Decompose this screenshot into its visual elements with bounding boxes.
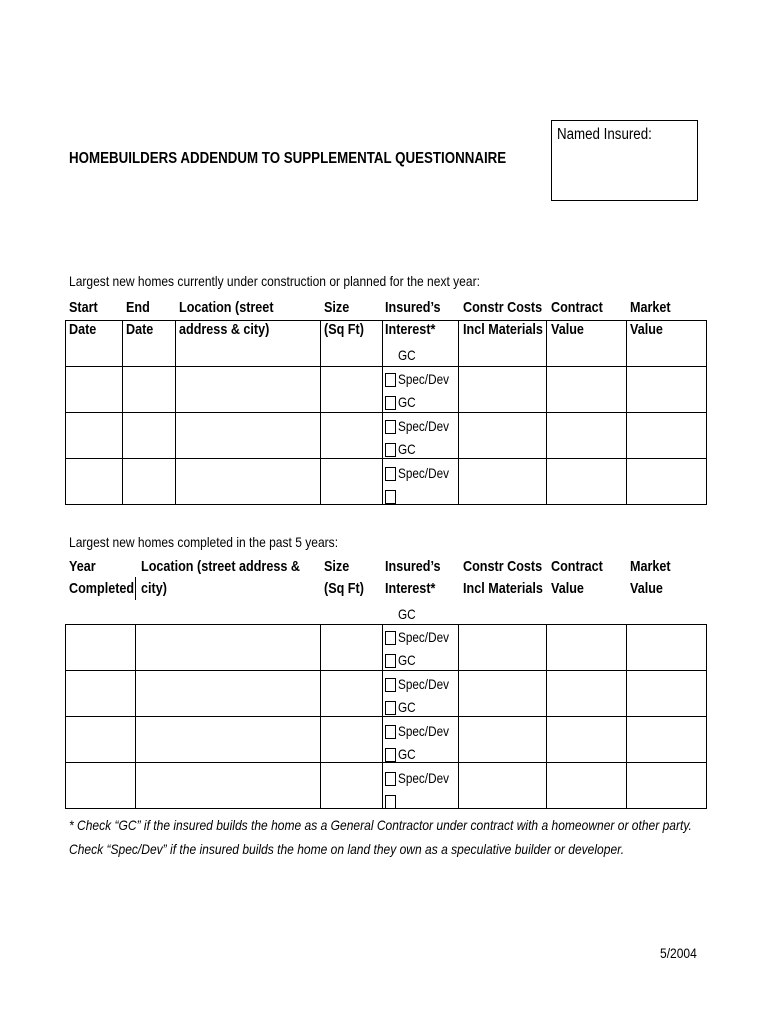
table-cell[interactable] (547, 671, 627, 717)
table-cell[interactable] (627, 717, 707, 763)
s2-header-year-completed: Year Completed (69, 558, 135, 597)
s1-option-spec-dev: Spec/Dev (398, 371, 449, 387)
table-cell[interactable] (123, 321, 176, 367)
s2-header-constr-costs: Constr Costs Incl Materials (463, 558, 543, 597)
table-cell[interactable] (66, 625, 136, 671)
named-insured-field[interactable] (551, 120, 698, 201)
table-cell[interactable] (66, 671, 136, 717)
checkbox[interactable] (385, 373, 396, 387)
s2-option-gc: GC (398, 699, 416, 715)
table-cell[interactable] (547, 367, 627, 413)
table-cell[interactable] (459, 763, 547, 809)
table-cell[interactable] (459, 671, 547, 717)
table-cell[interactable] (66, 321, 123, 367)
table-cell[interactable] (459, 367, 547, 413)
checkbox[interactable] (385, 701, 396, 715)
checkbox[interactable] (385, 795, 396, 809)
s2-option-gc: GC (398, 606, 416, 622)
table-cell[interactable] (459, 321, 547, 367)
s1-option-gc: GC (398, 347, 416, 363)
s1-header-insured-interest: Insured’s Interest* (385, 299, 441, 338)
table-cell[interactable] (321, 717, 383, 763)
section2-caption: Largest new homes completed in the past 5 years: (69, 534, 339, 550)
table-cell[interactable] (136, 671, 321, 717)
s2-option-spec-dev: Spec/Dev (398, 723, 449, 739)
s1-header-end-date: End Date (126, 299, 154, 338)
table-cell[interactable] (383, 321, 459, 367)
named-insured-label: Named Insured: (557, 126, 652, 143)
table-cell[interactable] (136, 763, 321, 809)
table-cell[interactable] (321, 367, 383, 413)
table-cell[interactable] (123, 367, 176, 413)
table-cell[interactable] (627, 459, 707, 505)
s2-option-gc: GC (398, 652, 416, 668)
s2-option-spec-dev: Spec/Dev (398, 676, 449, 692)
table-cell[interactable] (66, 717, 136, 763)
table-cell[interactable] (176, 413, 321, 459)
table-cell[interactable] (627, 671, 707, 717)
table-cell[interactable] (66, 459, 123, 505)
table-cell[interactable] (321, 459, 383, 505)
s1-option-spec-dev: Spec/Dev (398, 465, 449, 481)
table-cell[interactable] (627, 625, 707, 671)
page-title: HOMEBUILDERS ADDENDUM TO SUPPLEMENTAL QUESTIONNAIRE (69, 150, 507, 167)
table-cell[interactable] (547, 763, 627, 809)
table-cell[interactable] (547, 459, 627, 505)
table-cell[interactable] (321, 625, 383, 671)
table-cell[interactable] (547, 321, 627, 367)
table-cell[interactable] (66, 413, 123, 459)
table-cell[interactable] (136, 717, 321, 763)
s1-header-market-value: Market Value (630, 299, 671, 338)
s2-header-market-value: Market Value (630, 558, 671, 597)
s1-header-start-date: Start Date (69, 299, 98, 338)
s1-header-location: Location (street address & city) (179, 299, 274, 338)
table-cell[interactable] (627, 413, 707, 459)
checkbox[interactable] (385, 467, 396, 481)
s2-header-size: Size (Sq Ft) (324, 558, 364, 597)
table-cell[interactable] (321, 763, 383, 809)
table-cell[interactable] (176, 459, 321, 505)
table-cell[interactable] (321, 671, 383, 717)
s1-header-contract-value: Contract Value (551, 299, 603, 338)
s1-option-spec-dev: Spec/Dev (398, 418, 449, 434)
checkbox[interactable] (385, 772, 396, 786)
table-cell[interactable] (627, 763, 707, 809)
s1-header-size: Size (Sq Ft) (324, 299, 364, 338)
s2-option-spec-dev: Spec/Dev (398, 770, 449, 786)
table-cell[interactable] (547, 413, 627, 459)
table-cell[interactable] (459, 625, 547, 671)
s1-option-gc: GC (398, 394, 416, 410)
table-cell[interactable] (66, 367, 123, 413)
checkbox[interactable] (385, 678, 396, 692)
s1-option-gc: GC (398, 441, 416, 457)
table-cell[interactable] (627, 367, 707, 413)
checkbox[interactable] (385, 748, 396, 762)
checkbox[interactable] (385, 631, 396, 645)
table-cell[interactable] (321, 321, 383, 367)
table-cell[interactable] (123, 459, 176, 505)
table-cell[interactable] (176, 321, 321, 367)
checkbox[interactable] (385, 654, 396, 668)
s2-option-gc: GC (398, 746, 416, 762)
checkbox[interactable] (385, 490, 396, 504)
table-cell[interactable] (547, 717, 627, 763)
table-cell[interactable] (136, 625, 321, 671)
s2-header-insured-interest: Insured’s Interest* (385, 558, 441, 597)
table-cell[interactable] (176, 367, 321, 413)
checkbox[interactable] (385, 443, 396, 457)
table-cell[interactable] (459, 413, 547, 459)
checkbox[interactable] (385, 396, 396, 410)
footnote-line-2: Check “Spec/Dev” if the insured builds the home on land they own as a speculative builder or developer. (69, 841, 625, 857)
footnote-line-1: * Check “GC” if the insured builds the home as a General Contractor under contract with a homeowner or other party. (69, 817, 692, 833)
checkbox[interactable] (385, 420, 396, 434)
table-cell[interactable] (459, 459, 547, 505)
table-cell[interactable] (66, 763, 136, 809)
table-cell[interactable] (459, 717, 547, 763)
table-cell[interactable] (627, 321, 707, 367)
header-divider (135, 577, 136, 600)
checkbox[interactable] (385, 725, 396, 739)
section1-caption: Largest new homes currently under construction or planned for the next year: (69, 273, 480, 289)
s2-header-location: Location (street address & city) (141, 558, 300, 597)
table-cell[interactable] (321, 413, 383, 459)
table-cell[interactable] (547, 625, 627, 671)
s1-header-constr-costs: Constr Costs Incl Materials (463, 299, 543, 338)
table-cell[interactable] (123, 413, 176, 459)
s2-header-contract-value: Contract Value (551, 558, 603, 597)
s2-option-spec-dev: Spec/Dev (398, 629, 449, 645)
form-date: 5/2004 (660, 945, 697, 961)
table-row (66, 321, 707, 367)
